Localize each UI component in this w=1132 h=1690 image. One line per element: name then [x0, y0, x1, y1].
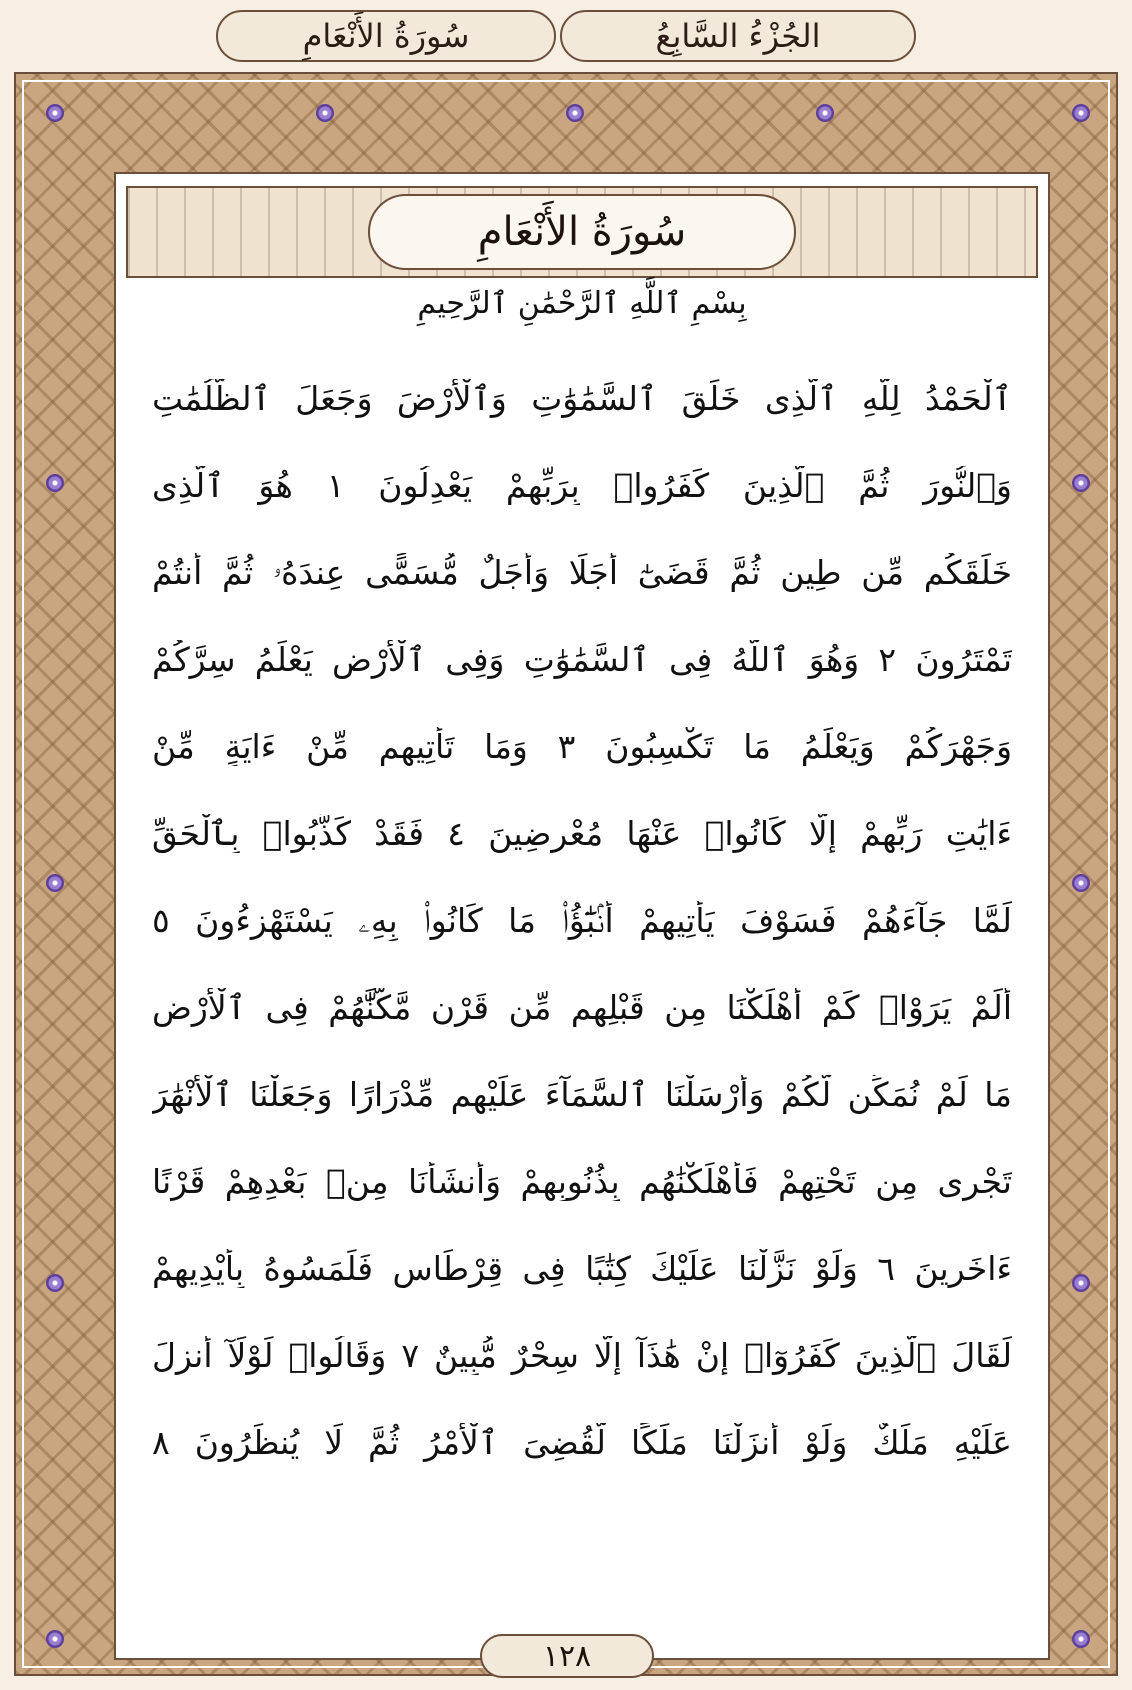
- flower-ornament-icon: [1072, 874, 1090, 892]
- page-number: ١٢٨: [542, 1638, 592, 1674]
- surah-name-box: [216, 10, 556, 62]
- flower-ornament-icon: [566, 104, 584, 122]
- ornamental-border: [14, 72, 1118, 1676]
- surah-title-cartouche: [368, 194, 796, 270]
- basmala: بِسْمِ ٱللَّهِ ٱلرَّحْمَٰنِ ٱلرَّحِيمِ: [417, 286, 747, 321]
- flower-ornament-icon: [1072, 1630, 1090, 1648]
- flower-ornament-icon: [316, 104, 334, 122]
- flower-ornament-icon: [1072, 474, 1090, 492]
- page-header: [0, 0, 1132, 72]
- surah-name: سُورَةُ الأَنْعَامِ: [302, 17, 470, 55]
- flower-ornament-icon: [46, 474, 64, 492]
- verse-line: ٱلْحَمْدُ لِلَّهِ ٱلَّذِى خَلَقَ ٱلسَّمَٰوَٰتِ وَٱلْأَرْضَ وَجَعَلَ ٱلظُّلُمَٰتِ: [152, 379, 1012, 418]
- flower-ornament-icon: [46, 1274, 64, 1292]
- flower-ornament-icon: [1072, 1274, 1090, 1292]
- surah-title-band: [126, 186, 1038, 278]
- verse-line: لَمَّا جَآءَهُمْ فَسَوْفَ يَأْتِيهِمْ أَنۢبَٰٓؤُا۟ مَا كَانُوا۟ بِهِۦ يَسْتَهْزِءُونَ ٥: [152, 901, 1012, 940]
- juz-name-box: [560, 10, 916, 62]
- verse-line: تَمْتَرُونَ ٢ وَهُوَ ٱللَّهُ فِى ٱلسَّمَٰوَٰتِ وَفِى ٱلْأَرْضِ يَعْلَمُ سِرَّكُمْ: [152, 640, 1012, 679]
- verse-line: مَا لَمْ نُمَكِّن لَّكُمْ وَأَرْسَلْنَا ٱلسَّمَآءَ عَلَيْهِم مِّدْرَارًا وَجَعَلْنَا ٱلْأَنْهَٰرَ: [152, 1075, 1012, 1114]
- page-number-box: [480, 1634, 654, 1678]
- quran-page: [114, 172, 1050, 1660]
- flower-ornament-icon: [1072, 104, 1090, 122]
- verse-line: عَلَيْهِ مَلَكٌ وَلَوْ أَنزَلْنَا مَلَكًا لَّقُضِىَ ٱلْأَمْرُ ثُمَّ لَا يُنظَرُونَ ٨: [152, 1423, 1012, 1462]
- flower-ornament-icon: [46, 104, 64, 122]
- flower-ornament-icon: [46, 1630, 64, 1648]
- verse-line: خَلَقَكُم مِّن طِينٍ ثُمَّ قَضَىٰٓ أَجَلًا وَأَجَلٌ مُّسَمًّى عِندَهُۥ ثُمَّ أَنتُمْ: [152, 553, 1012, 592]
- verse-line: أَلَمْ يَرَوْا۟ كَمْ أَهْلَكْنَا مِن قَبْلِهِم مِّن قَرْنٍ مَّكَّنَّٰهُمْ فِى ٱلْأَرْضِ: [152, 988, 1012, 1027]
- verse-line: تَجْرِى مِن تَحْتِهِمْ فَأَهْلَكْنَٰهُم بِذُنُوبِهِمْ وَأَنشَأْنَا مِنۢ بَعْدِهِمْ قَرْنًا: [152, 1162, 1012, 1201]
- verse-line: وَجَهْرَكُمْ وَيَعْلَمُ مَا تَكْسِبُونَ ٣ وَمَا تَأْتِيهِم مِّنْ ءَايَةٍ مِّنْ: [152, 727, 1012, 766]
- verse-line: ءَايَٰتِ رَبِّهِمْ إِلَّا كَانُوا۟ عَنْهَا مُعْرِضِينَ ٤ فَقَدْ كَذَّبُوا۟ بِٱلْحَقِّ: [152, 814, 1012, 853]
- verse-line: وَٱلنُّورَ ثُمَّ ٱلَّذِينَ كَفَرُوا۟ بِرَبِّهِمْ يَعْدِلُونَ ١ هُوَ ٱلَّذِى: [152, 466, 1012, 505]
- flower-ornament-icon: [816, 104, 834, 122]
- surah-title: سُورَةُ الأَنْعَامِ: [477, 209, 687, 255]
- verse-line: لَقَالَ ٱلَّذِينَ كَفَرُوٓا۟ إِنْ هَٰذَآ إِلَّا سِحْرٌ مُّبِينٌ ٧ وَقَالُوا۟ لَوْلَآ أُنزِلَ: [152, 1336, 1012, 1375]
- flower-ornament-icon: [46, 874, 64, 892]
- verse-line: ءَاخَرِينَ ٦ وَلَوْ نَزَّلْنَا عَلَيْكَ كِتَٰبًا فِى قِرْطَاسٍ فَلَمَسُوهُ بِأَيْدِيهِمْ: [152, 1249, 1012, 1288]
- juz-name: الجُزْءُ السَّابِعُ: [655, 17, 821, 55]
